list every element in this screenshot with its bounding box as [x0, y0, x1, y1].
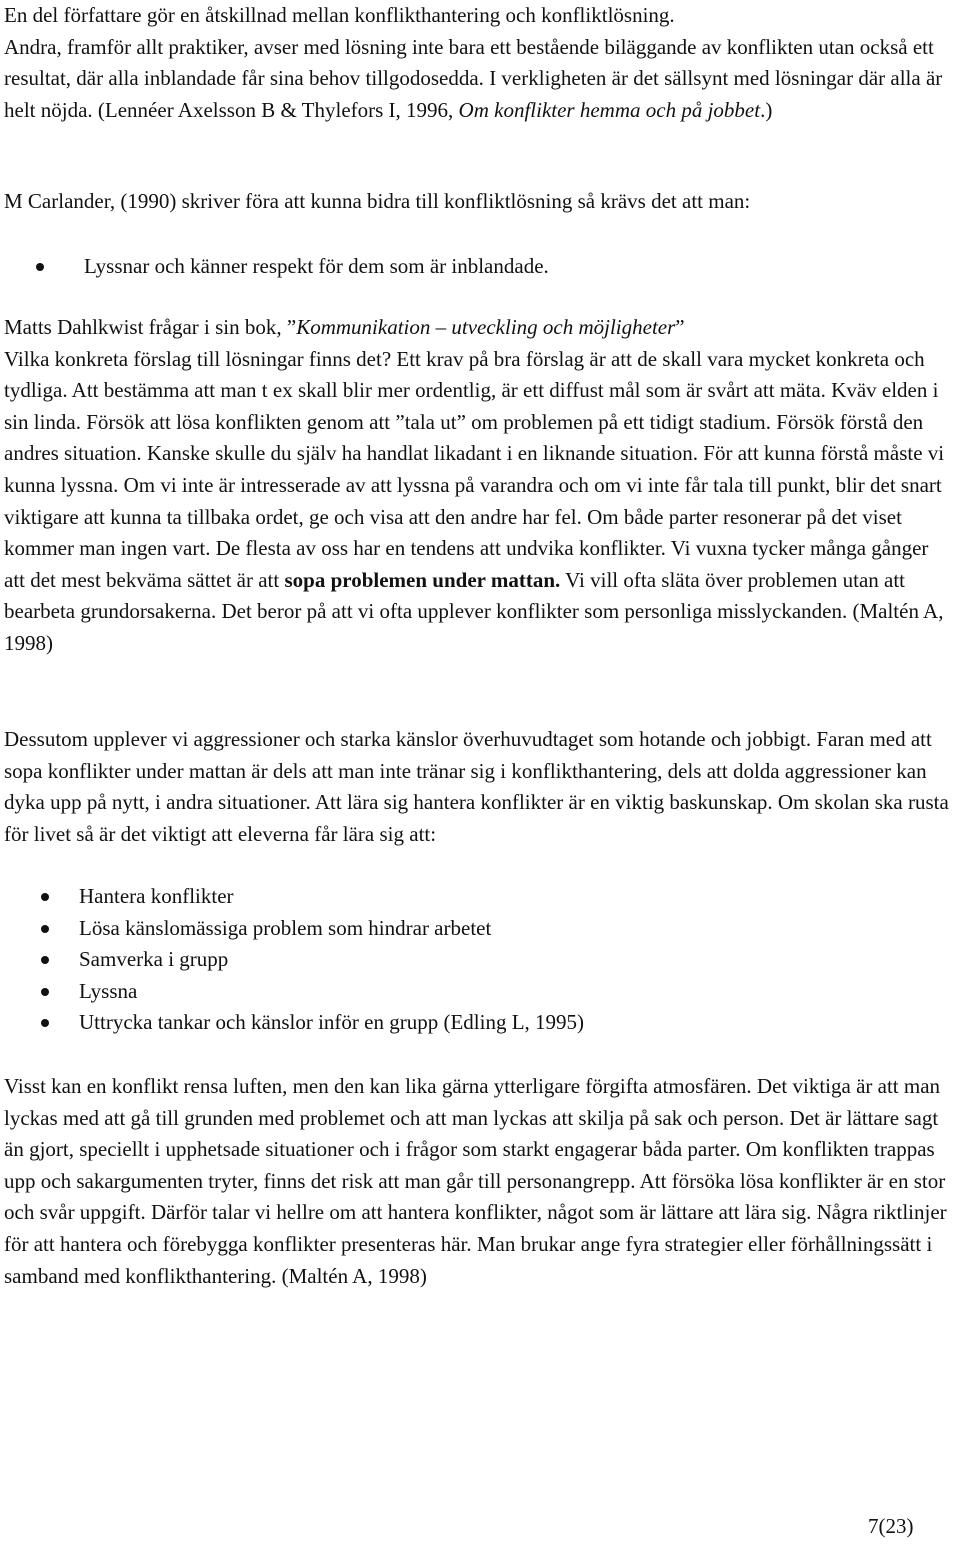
- citation-prefix: (Lennéer Axelsson B & Thylefors I, 1996,: [97, 97, 454, 122]
- list-item: [4, 913, 954, 945]
- bullet-icon: [41, 893, 49, 901]
- paragraph-carlander: [4, 186, 954, 218]
- list-item-text: Uttrycka tankar och känslor inför en grupp (Edling L, 1995): [79, 1010, 585, 1035]
- page-number: 7(23): [868, 1514, 914, 1538]
- citation-suffix: .): [760, 97, 773, 122]
- list-item-text: Samverka i grupp: [79, 947, 229, 972]
- list-item-text: Lyssna: [79, 978, 138, 1003]
- paragraph-visst-text: Visst kan en konflikt rensa luften, men den kan lika gärna ytterligare förgifta atmosfären. Det viktiga är att man lyckas med att gå till grunden med problemet och att man lyckas att skilja på sak och person. Det är lättare sagt än gjort, speciellt i upphetsade situationer och i frågor som starkt engagerar båda parter. Om konflikten trappas upp och sakargumenten tryter, finns det risk att man går till personangrepp. Att försöka lösa konflikter är en stor och svår uppgift. Därför talar vi hellre om att hantera konflikter, något som är lättare att lära sig. Några riktlinjer för att hantera och förebygga konflikter presenteras här. Man brukar ange fyra strategier eller förhållningssätt i samband med konflikthantering. (Maltén A, 1998): [4, 1074, 947, 1288]
- citation-title: Om konflikter hemma och på jobbet: [458, 97, 761, 122]
- list-item: [4, 976, 954, 1008]
- bullet-icon: [41, 1019, 49, 1027]
- list-item: [4, 881, 954, 913]
- dahlkwist-body-2: Vi vill ofta släta över problemen utan att bearbeta grundorsakerna. Det beror på att vi ofta upplever konflikter som personliga misslyckanden. (Maltén A, 1998): [4, 567, 944, 655]
- bold-phrase: sopa problemen under mattan.: [284, 567, 561, 592]
- paragraph-carlander-text: M Carlander, (1990) skriver föra att kunna bidra till konfliktlösning så krävs det att man:: [4, 189, 751, 213]
- dahlkwist-suffix: ”: [675, 315, 685, 339]
- paragraph-aggressioner-text: Dessutom upplever vi aggressioner och starka känslor överhuvudtaget som hotande och jobbigt. Faran med att sopa konflikter under mattan är dels att man inte tränar sig i konflikthantering, dels att dolda aggressioner kan dyka upp på nytt, i andra situationer. Att lära sig hantera konflikter är en viktig baskunskap. Om skolan ska rusta för livet så är det viktigt att eleverna får lära sig att:: [4, 727, 949, 846]
- paragraph-dahlkwist-text: [4, 312, 954, 660]
- list-item-text: Lyssnar och känner respekt för dem som är inblandade.: [84, 254, 549, 278]
- paragraph-aggressioner: [4, 724, 954, 850]
- list-item: [4, 251, 954, 283]
- bullet-list-2: [4, 881, 954, 1039]
- list-item: [4, 1007, 954, 1039]
- bullet-icon: [36, 263, 44, 271]
- paragraph-visst: [4, 1071, 954, 1292]
- bullet-list-1: [4, 251, 954, 283]
- bullet-icon: [41, 925, 49, 933]
- paragraph-dahlkwist: [4, 312, 954, 660]
- list-item: [4, 944, 954, 976]
- intro-sentence-3: I verkligheten är det sällsynt med lösningar där alla är helt nöjda.: [4, 66, 943, 122]
- intro-sentence-2: Andra, framför allt praktiker, avser med lösning inte bara ett bestående biläggande av konflikten utan också ett resultat, där alla inblandade får sina behov tillgodosedda.: [4, 34, 934, 91]
- bullet-list-2-items: [4, 881, 954, 1039]
- list-item-text: Lösa känslomässiga problem som hindrar arbetet: [79, 915, 492, 940]
- book-title: Kommunikation – utveckling och möjligheter: [296, 315, 676, 339]
- bullet-list-1-items: [4, 251, 954, 283]
- bullet-icon: [41, 956, 49, 964]
- dahlkwist-body-1: Vilka konkreta förslag till lösningar finns det? Ett krav på bra förslag är att de skall vara mycket konkreta och tydliga. Att bestämma att man t ex skall blir mer ordentlig, är ett diffust mål som är svårt att mäta. Kväv elden i sin linda. Försök att lösa konflikten genom att ”tala ut” om problemen på ett tidigt stadium. Försök förstå den andres situation. Kanske skulle du själv ha handlat likadant i en liknande situation. För att kunna förstå måste vi kunna lyssna. Om vi inte är intresserade av att lyssna på varandra och om vi inte får tala till punkt, blir det snart viktigare att kunna ta tillbaka ordet, ge och visa att den andre har fel. Om både parter resonerar på det viset kommer man ingen vart. De flesta av oss har en tendens att undvika konflikter. Vi vuxna tycker många gånger att det mest bekväma sättet är att: [4, 346, 945, 592]
- intro-sentence-1: En del författare gör en åtskillnad mellan konflikthantering och konfliktlösning.: [4, 3, 675, 27]
- paragraph-intro-text: [4, 0, 954, 126]
- bullet-icon: [41, 988, 49, 996]
- list-item-text: Hantera konflikter: [79, 884, 234, 908]
- paragraph-intro: [4, 0, 954, 126]
- dahlkwist-prefix: Matts Dahlkwist frågar i sin bok, ”: [4, 315, 297, 339]
